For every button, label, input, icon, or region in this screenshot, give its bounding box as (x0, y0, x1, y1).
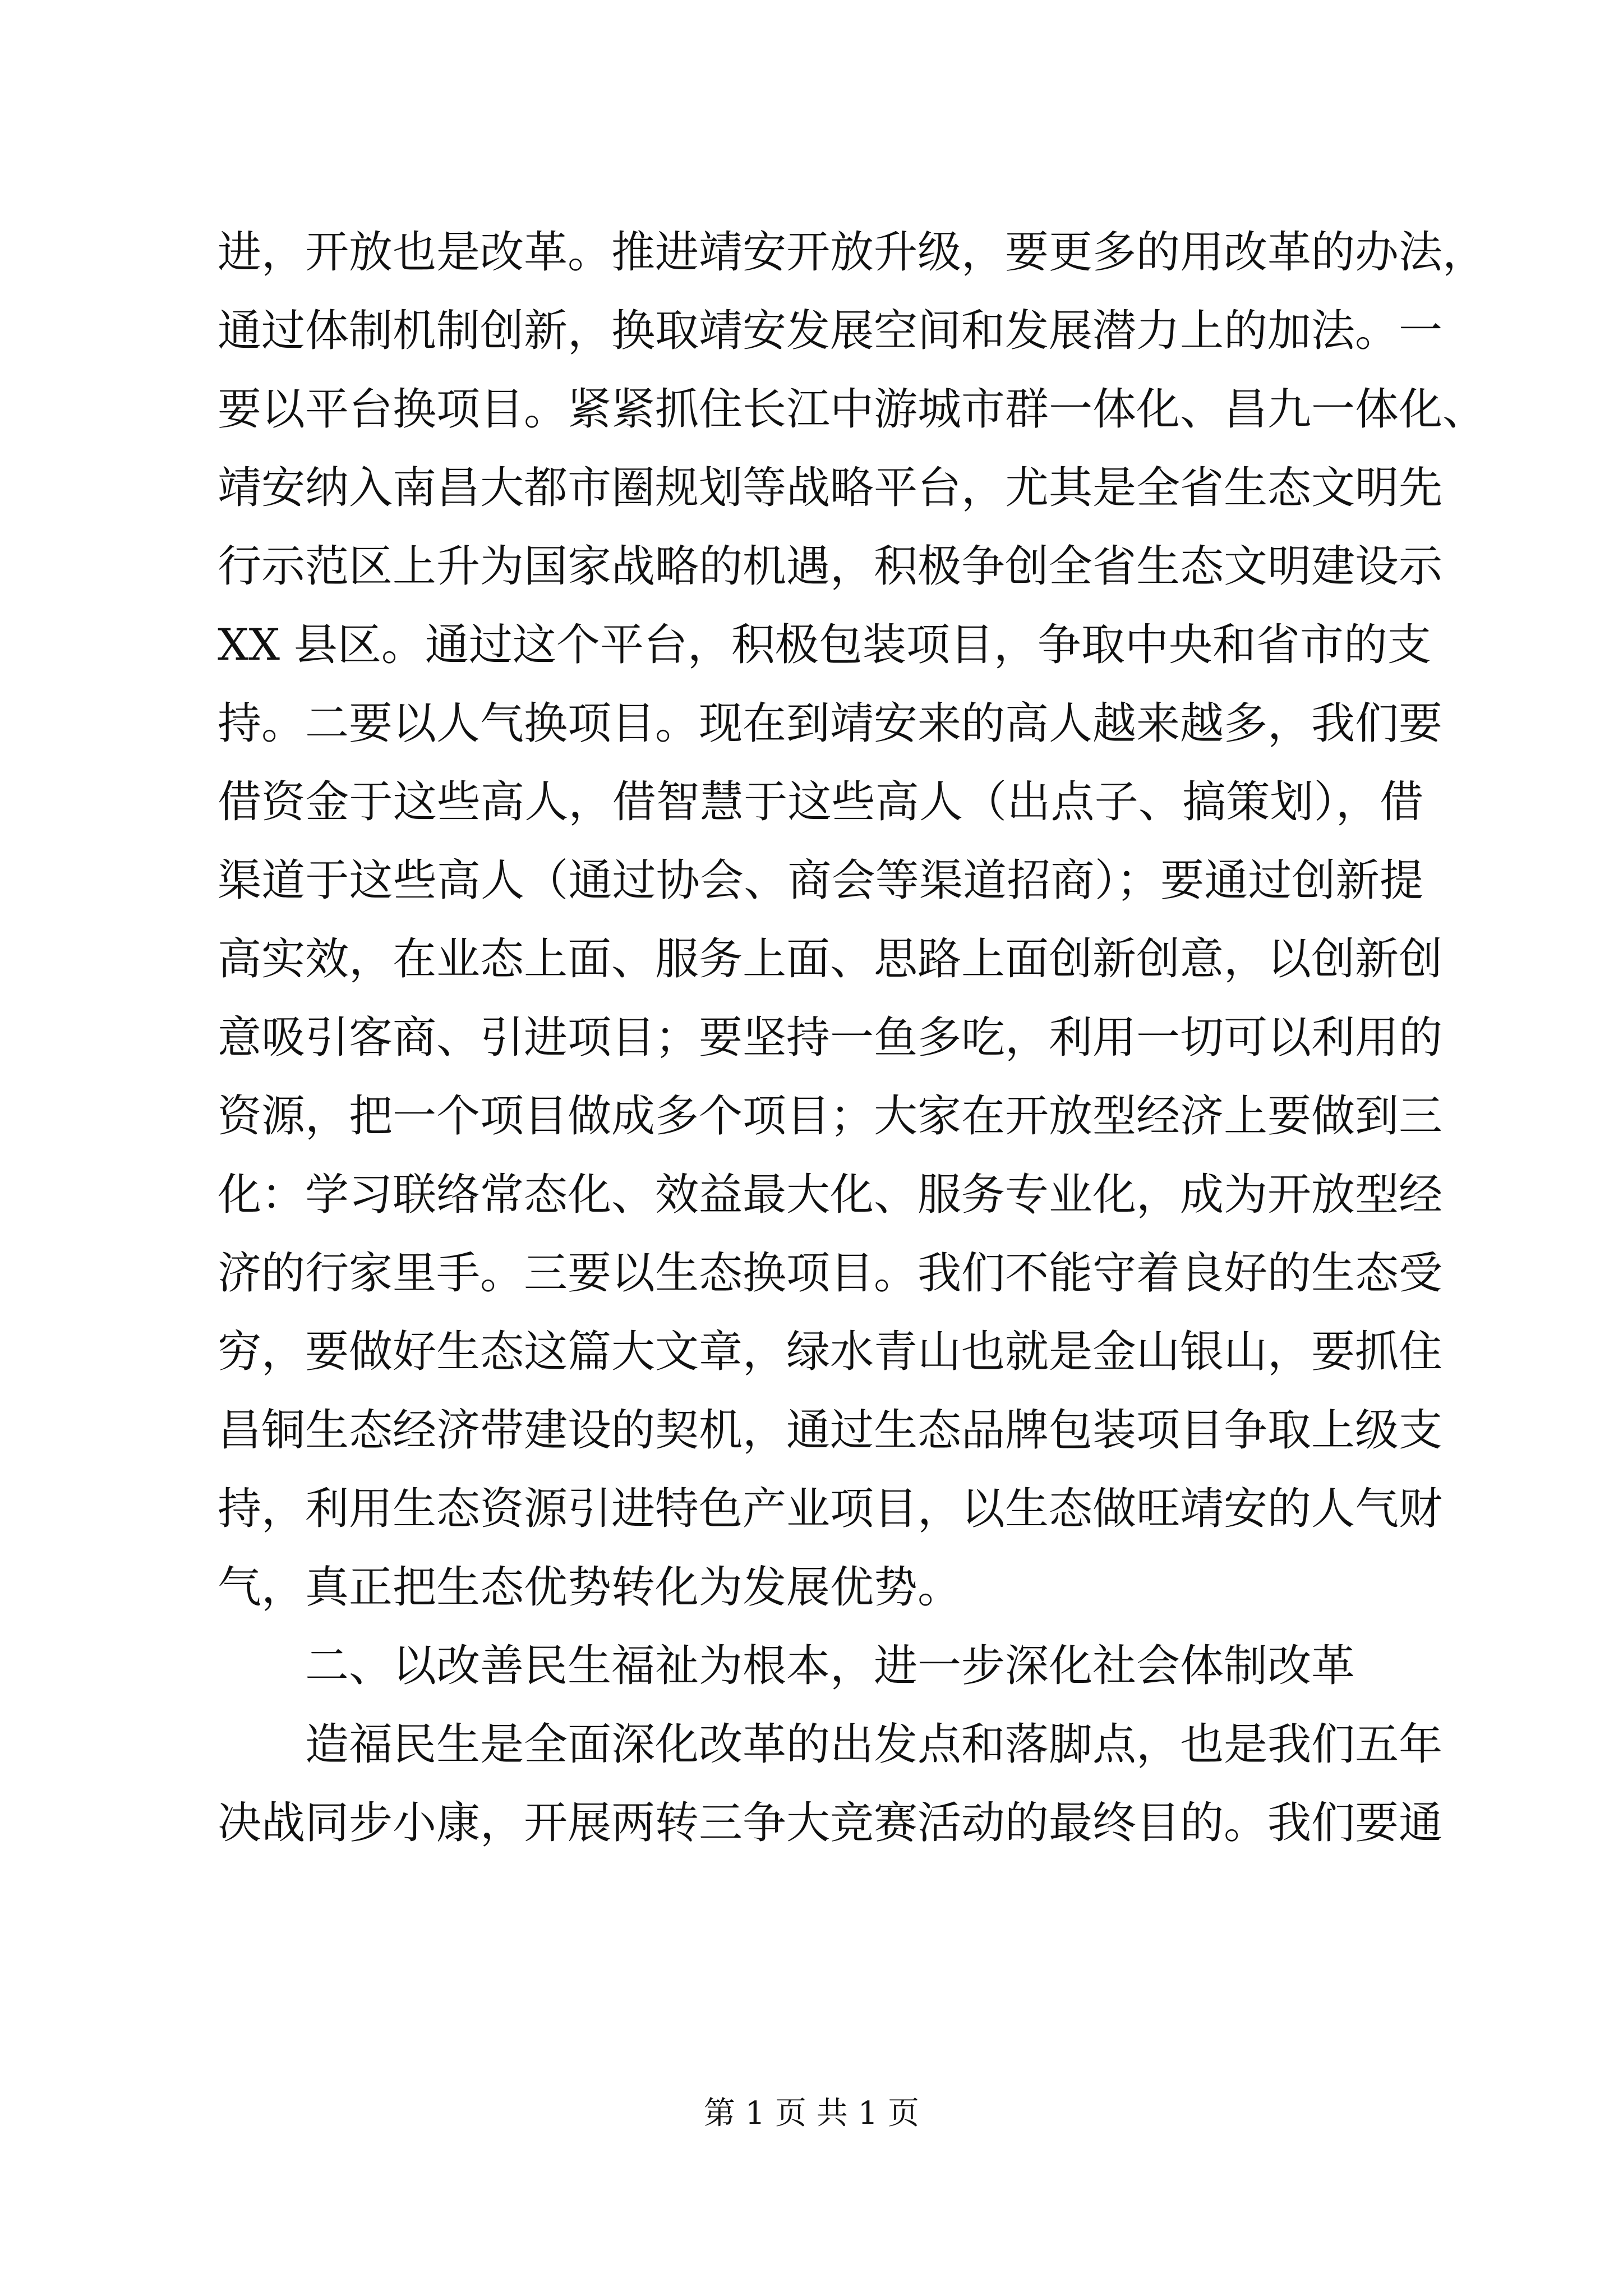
paragraph-line: 穷，要做好生态这篇大文章，绿水青山也就是金山银山，要抓住 (218, 1327, 1443, 1377)
paragraph-line: 造福民生是全面深化改革的出发点和落脚点，也是我们五年 (305, 1719, 1443, 1770)
paragraph-line: 气，真正把生态优势转化为发展优势。 (218, 1562, 962, 1613)
paragraph-line: 渠道于这些高人（通过协会、商会等渠道招商）；要通过创新提 (218, 855, 1423, 906)
paragraph-line: 高实效，在业态上面、服务上面、思路上面创新创意，以创新创 (218, 934, 1443, 984)
paragraph-line: XX 县区。通过这个平台，积极包装项目，争取中央和省市的支 (218, 620, 1431, 670)
paragraph-line: 要以平台换项目。紧紧抓住长江中游城市群一体化、昌九一体化、 (218, 384, 1487, 435)
paragraph-line: 资源，把一个项目做成多个项目；大家在开放型经济上要做到三 (218, 1091, 1443, 1142)
paragraph-line: 持，利用生态资源引进特色产业项目，以生态做旺靖安的人气财 (218, 1484, 1443, 1534)
paragraph-line: 昌铜生态经济带建设的契机，通过生态品牌包装项目争取上级支 (218, 1405, 1443, 1456)
paragraph-line: 通过体制机制创新，换取靖安发展空间和发展潜力上的加法。一 (218, 306, 1443, 356)
paragraph-line: 行示范区上升为国家战略的机遇，积极争创全省生态文明建设示 (218, 541, 1443, 592)
paragraph-line: 济的行家里手。三要以生态换项目。我们不能守着良好的生态受 (218, 1248, 1443, 1299)
paragraph-line: 进，开放也是改革。推进靖安开放升级，要更多的用改革的办法， (218, 227, 1487, 278)
page-number-footer: 第 1 页 共 1 页 (703, 2095, 920, 2132)
paragraph-line: 靖安纳入南昌大都市圈规划等战略平台，尤其是全省生态文明先 (218, 463, 1443, 513)
paragraph-line: 意吸引客商、引进项目；要坚持一鱼多吃，利用一切可以利用的 (218, 1013, 1443, 1063)
paragraph-line: 化：学习联络常态化、效益最大化、服务专业化，成为开放型经 (218, 1170, 1443, 1220)
paragraph-line: 决战同步小康，开展两转三争大竞赛活动的最终目的。我们要通 (218, 1798, 1443, 1848)
paragraph-line: 借资金于这些高人，借智慧于这些高人（出点子、搞策划），借 (218, 777, 1423, 827)
section-heading: 二、以改善民生福祉为根本，进一步深化社会体制改革 (305, 1641, 1355, 1691)
paragraph-line: 持。二要以人气换项目。现在到靖安来的高人越来越多，我们要 (218, 698, 1443, 749)
document-body (218, 213, 1487, 1862)
